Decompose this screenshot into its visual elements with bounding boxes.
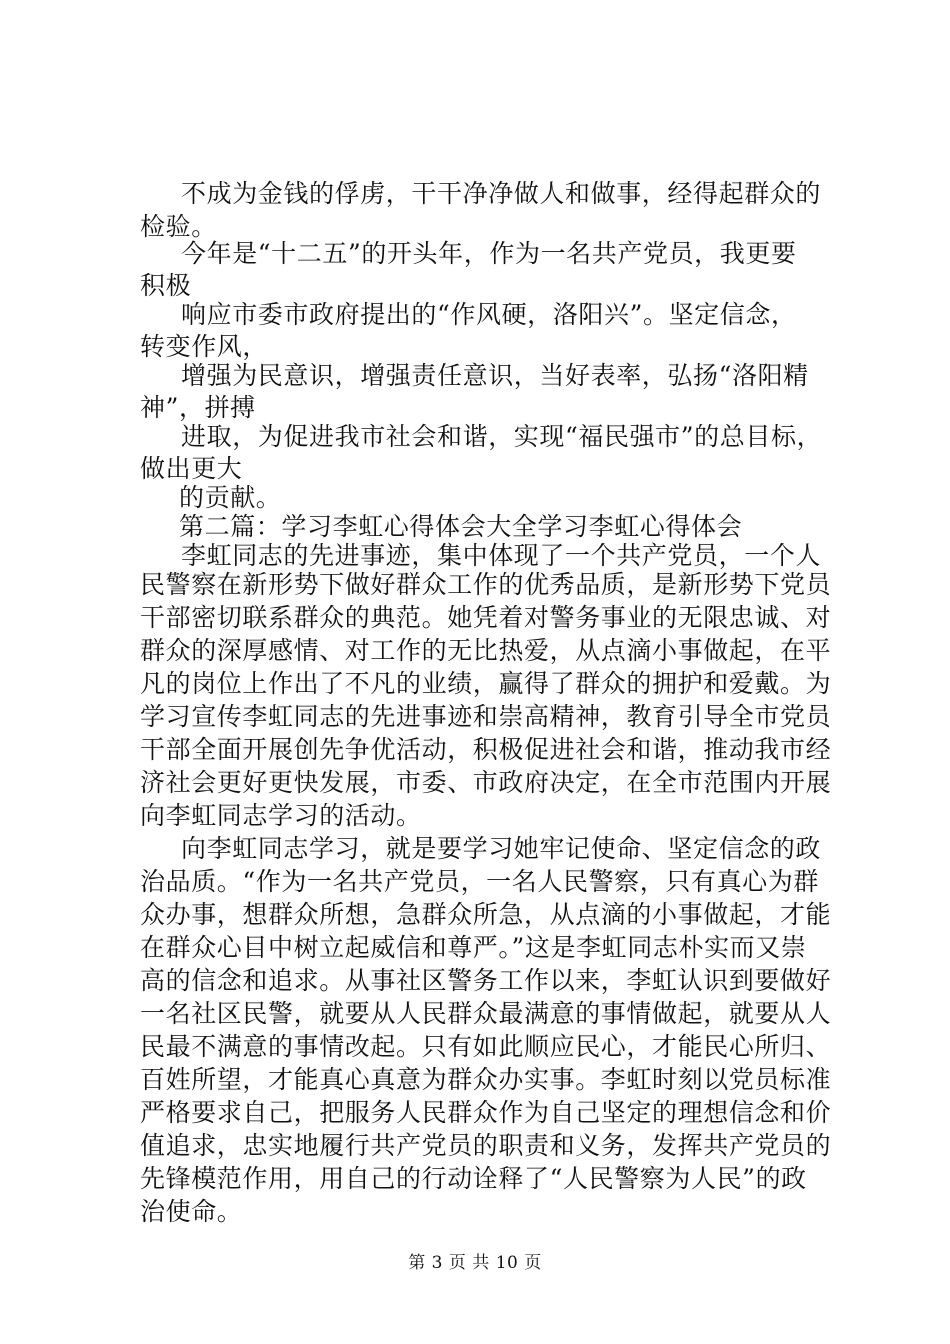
paragraph-line: 响应市委市政府提出的“作风硬，洛阳兴”。坚定信念， xyxy=(181,300,797,329)
paragraph-line: 向李虹同志学习的活动。 xyxy=(140,801,422,830)
paragraph-line: 检验。 xyxy=(140,212,217,241)
paragraph-line: 转变作风， xyxy=(140,332,269,361)
paragraph-line: 一名社区民警，就要从人民群众最满意的事情做起，就要从人 xyxy=(140,999,832,1028)
paragraph-line: 严格要求自己，把服务人民群众作为自己坚定的理想信念和价 xyxy=(140,1098,832,1127)
paragraph-line: 济社会更好更快发展，市委、市政府决定，在全市范围内开展 xyxy=(140,768,832,797)
paragraph-line: 民最不满意的事情改起。只有如此顺应民心，才能民心所归、 xyxy=(140,1032,832,1061)
section-heading: 第二篇：学习李虹心得体会大全学习李虹心得体会 xyxy=(179,512,743,541)
paragraph-line: 不成为金钱的俘虏，干干净净做人和做事，经得起群众的 xyxy=(181,179,822,208)
paragraph-line: 百姓所望，才能真心真意为群众办实事。李虹时刻以党员标准 xyxy=(140,1065,832,1094)
paragraph-line: 干部全面开展创先争优活动，积极促进社会和谐，推动我市经 xyxy=(140,735,832,764)
page-number-footer: 第 3 页 共 10 页 xyxy=(408,1253,542,1273)
paragraph-line: 治品质。“作为一名共产党员，一名人民警察，只有真心为群 xyxy=(140,867,819,896)
paragraph-line: 高的信念和追求。从事社区警务工作以来，李虹认识到要做好 xyxy=(140,966,832,995)
paragraph-line: 神”，拼搏 xyxy=(140,393,256,422)
paragraph-line: 众办事，想群众所想，急群众所急，从点滴的小事做起，才能 xyxy=(140,900,832,929)
paragraph-line: 凡的岗位上作出了不凡的业绩，赢得了群众的拥护和爱戴。为 xyxy=(140,669,832,698)
paragraph-line: 李虹同志的先进事迹，集中体现了一个共产党员，一个人 xyxy=(181,541,822,570)
paragraph-line: 值追求，忠实地履行共产党员的职责和义务，发挥共产党员的 xyxy=(140,1131,832,1160)
paragraph-line: 增强为民意识，增强责任意识，当好表率，弘扬“洛阳精 xyxy=(181,361,809,390)
paragraph-line: 进取，为促进我市社会和谐，实现“福民强市”的总目标， xyxy=(181,422,823,451)
paragraph-line: 的贡献。 xyxy=(179,483,282,512)
paragraph-line: 群众的深厚感情、对工作的无比热爱，从点滴小事做起，在平 xyxy=(140,636,832,665)
paragraph-line: 积极 xyxy=(140,271,192,300)
paragraph-line: 学习宣传李虹同志的先进事迹和崇高精神，教育引导全市党员 xyxy=(140,702,832,731)
paragraph-line: 治使命。 xyxy=(140,1197,243,1226)
paragraph-line: 干部密切联系群众的典范。她凭着对警务事业的无限忠诚、对 xyxy=(140,603,832,632)
paragraph-line: 今年是“十二五”的开头年，作为一名共产党员，我更要 xyxy=(181,239,797,268)
paragraph-line: 民警察在新形势下做好群众工作的优秀品质，是新形势下党员 xyxy=(140,570,832,599)
paragraph-line: 向李虹同志学习，就是要学习她牢记使命、坚定信念的政 xyxy=(181,834,822,863)
paragraph-line: 做出更大 xyxy=(140,454,243,483)
paragraph-line: 在群众心目中树立起威信和尊严。”这是李虹同志朴实而又崇 xyxy=(140,933,807,962)
paragraph-line: 先锋模范作用，用自己的行动诠释了“人民警察为人民”的政 xyxy=(140,1164,807,1193)
